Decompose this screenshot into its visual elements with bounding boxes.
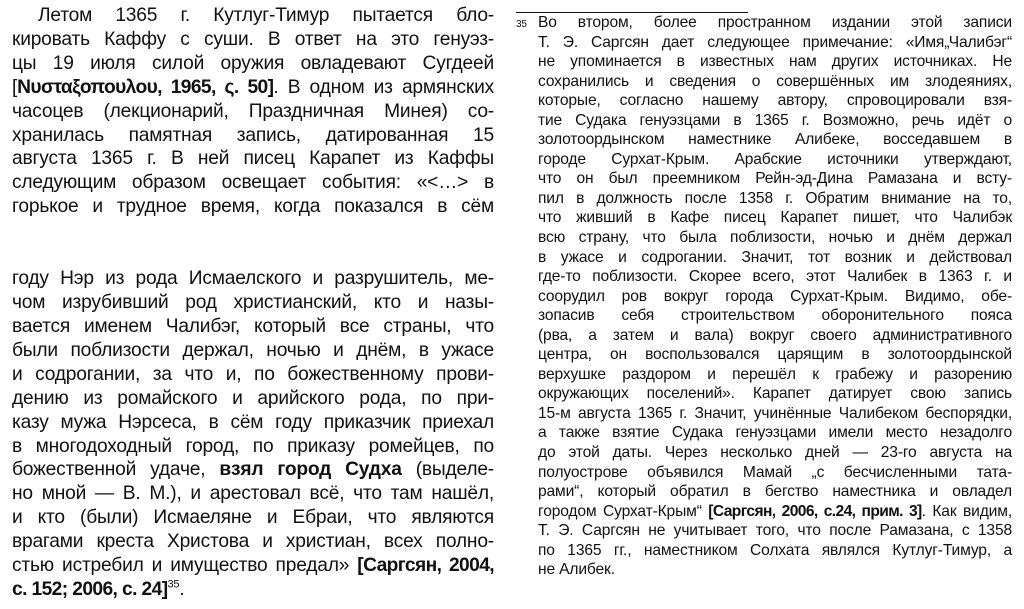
footnote-line: что он был преемником Рейн-эд-Дина Рамазана и всту- [538, 170, 1012, 188]
body-line: часоцев (лекционарий, Праздничная Минея) со- [12, 100, 494, 122]
body-line: были поблизости держал, ночью и днём, в ужасе [12, 339, 494, 361]
footnote-column [516, 13, 1012, 580]
citation: [Саргсян, 2004, [357, 555, 494, 577]
footnote-ref[interactable]: 35 [167, 578, 180, 591]
body-line: цы 19 июля силой оружия овладевают Сугдеей [12, 52, 494, 74]
footnote-line: где-то поблизости. Скорее всего, этот Чалибек в 1363 г. и [538, 268, 1012, 286]
footnote-line: окружающих поселений». Карапет датирует свою запись [538, 385, 1012, 403]
footnote-line: соорудил ров вокруг города Сурхат-Крым. Видимо, обе- [538, 287, 1012, 305]
body-line: следующим образом освещает события: «<…> в [12, 172, 494, 194]
body-line: хранилась памятная запись, датированная 15 [12, 124, 494, 146]
footnote-line: всю страну, что была поблизости, ночью и днём держал [538, 229, 1012, 247]
footnote-line: тие Судака генуэзцами в 1365 г. Возможно, речь идёт о [538, 111, 1012, 129]
citation: с. 152; 2006, с. 24] [12, 578, 168, 600]
body-line: кировать Каффу с суши. В ответ на это генуэз- [12, 28, 494, 50]
footnote-line: Т. Э. Саргсян не учитывает того, что после Рамазана, с 1358 [538, 522, 1012, 540]
footnote-line: а также взятие Судака генуэзцами имели место незадолго [538, 424, 1012, 442]
footnote-line: золотоордынском наместнике Алибеке, восседавшем в [538, 131, 1012, 149]
paragraph-gap [12, 219, 494, 267]
footnote-line: пил в должность после 1358 г. Обратим внимание на то, [538, 189, 1012, 207]
footnote-number: 35 [516, 19, 527, 30]
footnote-line: в ужасе и содрогании. Значит, тот возник и действовал [538, 248, 1012, 266]
body-line: Летом 1365 г. Кутлуг-Тимур пытается бло- [38, 5, 494, 26]
body-line: горькое и трудное время, когда показался в сём [12, 196, 494, 218]
body-line: чом изрубивший род христианский, кто и назы- [12, 292, 494, 314]
footnote-line: полуострове объявился Мамай „с бесчисленными тата- [538, 463, 1012, 481]
body-line: но мной — В. М.), и арестовал всё, что там нашёл, [12, 483, 494, 505]
body-line: вается именем Чалибэг, который все страны, что [12, 315, 494, 337]
body-line: августа 1365 г. В ней писец Карапет из Каффы [12, 148, 494, 170]
footnote-line: (рва, а затем и вала) вокруг своего административного [538, 326, 1012, 344]
citation: [Саргсян, 2006, с.24, прим. 3] [708, 502, 922, 520]
body-line-citation: стью истребил и имущество предал» [Саргсян, 2004, [12, 555, 494, 577]
body-line: и содрогании, за что и, по божественному прови- [12, 363, 494, 385]
footnote-line: до этой даты. Через несколько дней — 23-го августа на [538, 444, 1012, 462]
footnote-line: не упоминается в известных нам других источниках. Не [538, 53, 1012, 71]
body-line: и кто (были) Исмаеляне и Ебраи, что являются [12, 507, 494, 529]
footnote-line: по 1365 гг., наместником Солхата являлся Кутлуг-Тимур, а [538, 541, 1012, 559]
footnote-line: рами“, который обратил в бегство наместника и овладел [538, 483, 1012, 501]
body-line: дению из ромайского и арийского рода, по при- [12, 387, 494, 409]
footnote-line: Т. Э. Саргсян дает следующее примечание: «Имя„Чалибэг“ [538, 33, 1012, 51]
emphasized-text: взял город Судха [219, 459, 402, 481]
footnote-line: которые, согласно нашему автору, спровоцировали взя- [538, 92, 1012, 110]
body-line: в многодоходный город, по приказу ромейцев, по [12, 435, 494, 457]
body-line-citation: [Νυσταξοπουλου, 1965, ς. 50]. В одном из армянских [12, 76, 494, 98]
footnote-line: не Алибек. [538, 561, 615, 579]
footnote-line: городе Сурхат-Крым. Арабские источники утверждают, [538, 150, 1012, 168]
footnote-line: центра, он воспользовался царящим в золотоордынской [538, 346, 1012, 364]
body-line: врагами креста Христова и христиан, всех полно- [12, 531, 494, 553]
body-line: казу мужа Нэрсеса, в сём году приказчик приехал [12, 411, 494, 433]
footnote-line: 15-м августа 1365 г. Значит, учинённые Чалибеком беспорядки, [538, 404, 1012, 422]
main-text-column [12, 4, 494, 602]
footnote-line: сохранились и сведения о совершённых им злодеяниях, [538, 72, 1012, 90]
footnote-line: что живший в Кафе писец Карапет пишет, что Чалибэк [538, 209, 1012, 227]
citation: Νυσταξοπουλου, 1965, ς. 50] [17, 76, 274, 98]
footnote-line: верхушке раздором и перешёл к грабежу и разорению [538, 365, 1012, 383]
footnote-line: зопасив себя строительством оборонительного пояса [538, 307, 1012, 325]
body-line-emphasis: божественной удаче, взял город Судха (выделе- [12, 459, 494, 481]
footnote-line-citation: городом Сурхат-Крым“ [Саргсян, 2006, с.24, прим. 3]. Как видим, [538, 502, 1012, 520]
footnote-line: Во втором, более пространном издании этой записи [538, 14, 1012, 31]
footnote-lines [520, 13, 1012, 502]
body-line-citation: с. 152; 2006, с. 24]$^{35}$. [12, 578, 185, 600]
body-line: году Нэр из рода Исмаелского и разрушитель, ме- [12, 268, 494, 290]
